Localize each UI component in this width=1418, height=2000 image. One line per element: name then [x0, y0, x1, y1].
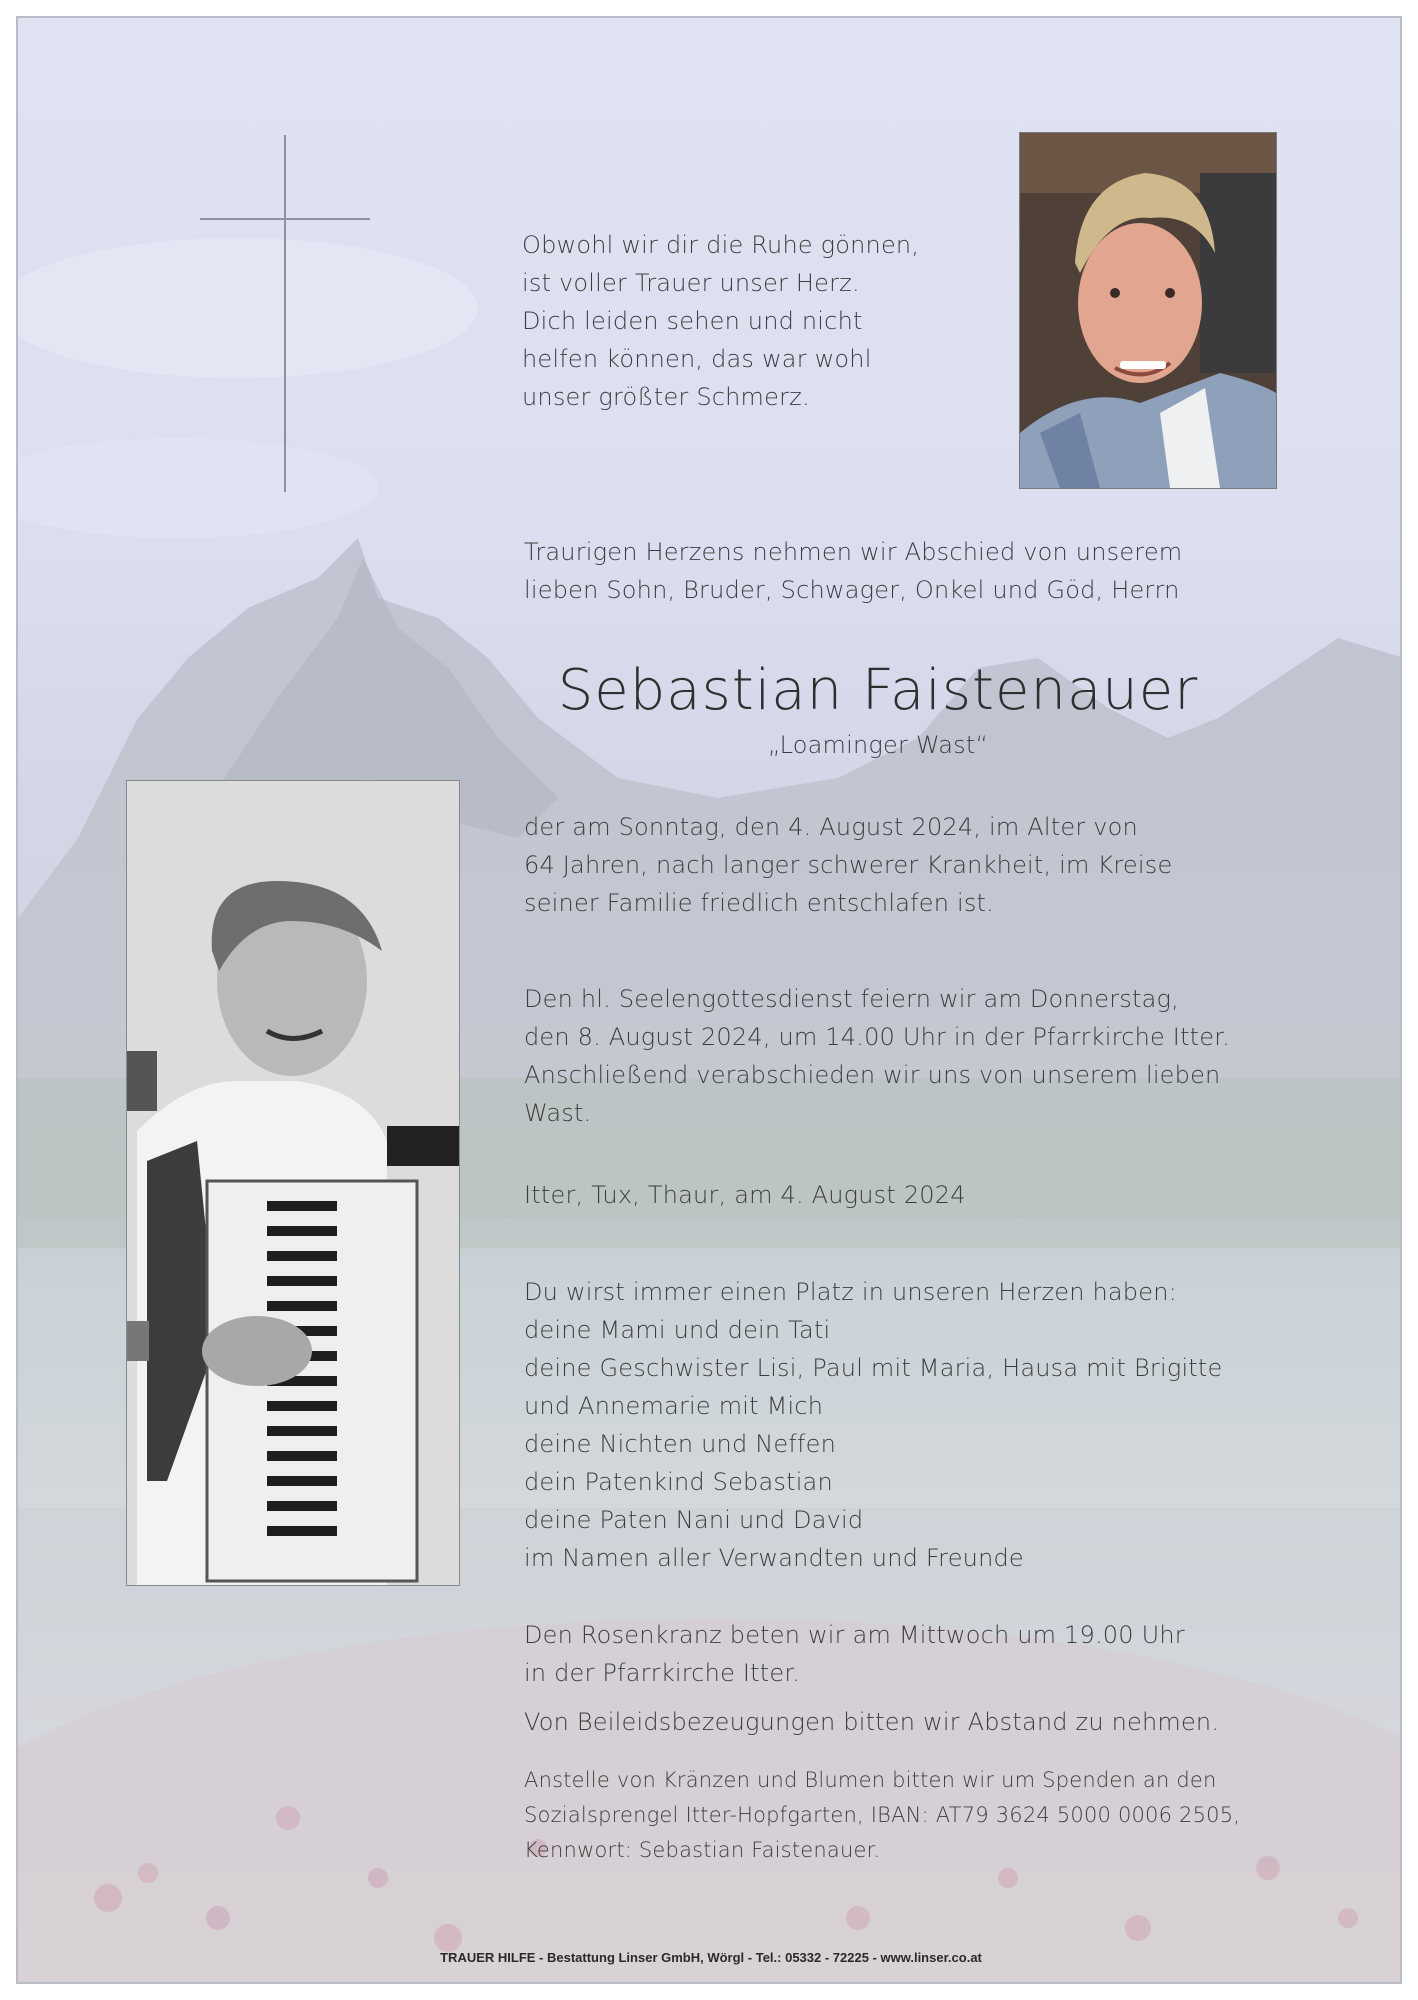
mass-line: den 8. August 2024, um 14.00 Uhr in der Pfarrkirche Itter.	[524, 1023, 1230, 1051]
portrait-photo	[1020, 133, 1276, 488]
poem-line: unser größter Schmerz.	[522, 383, 810, 411]
family-line: deine Nichten und Neffen	[524, 1430, 836, 1458]
poem	[522, 226, 942, 416]
poem-line: Obwohl wir dir die Ruhe gönnen,	[522, 231, 920, 259]
obituary-card	[16, 16, 1402, 1984]
death-line: der am Sonntag, den 4. August 2024, im Alter von	[524, 813, 1138, 841]
donation-line: Sozialsprengel Itter-Hopfgarten, IBAN: AT79 3624 5000 0006 2505,	[524, 1803, 1241, 1827]
family-line: und Annemarie mit Mich	[524, 1392, 824, 1420]
donation-line: Anstelle von Kränzen und Blumen bitten wir um Spenden an den	[524, 1768, 1217, 1792]
family-line: deine Paten Nani und David	[524, 1506, 864, 1534]
cross-icon	[284, 135, 286, 492]
family-line: dein Patenkind Sebastian	[524, 1468, 833, 1496]
cloud	[18, 238, 478, 378]
rosary-notice	[524, 1616, 1344, 1692]
death-notice	[524, 808, 1344, 922]
family-line: deine Mami und dein Tati	[524, 1316, 831, 1344]
deceased-name: Sebastian Faistenauer	[557, 658, 1199, 723]
rosary-line: in der Pfarrkirche Itter.	[524, 1659, 801, 1687]
cloud	[18, 438, 378, 538]
poem-line: helfen können, das war wohl	[522, 345, 872, 373]
intro-line: Traurigen Herzens nehmen wir Abschied von unserem	[524, 538, 1183, 566]
poem-line: ist voller Trauer unser Herz.	[522, 269, 860, 297]
mass-line: Wast.	[524, 1099, 592, 1127]
deceased-nickname: „Loaminger Wast“	[767, 731, 989, 759]
donation-line: Kennwort: Sebastian Faistenauer.	[524, 1838, 881, 1862]
family-line: im Namen aller Verwandten und Freunde	[524, 1544, 1024, 1572]
cross-icon-bar	[200, 218, 370, 220]
intro-text	[524, 533, 1324, 609]
mass-line: Den hl. Seelengottesdienst feiern wir am Donnerstag,	[524, 985, 1179, 1013]
poem-line: Dich leiden sehen und nicht	[522, 307, 863, 335]
donation-notice	[524, 1763, 1344, 1868]
mass-line: Anschließend verabschieden wir uns von unserem lieben	[524, 1061, 1221, 1089]
family-line: deine Geschwister Lisi, Paul mit Maria, Hausa mit Brigitte	[524, 1354, 1223, 1382]
death-line: 64 Jahren, nach langer schwerer Krankheit, im Kreise	[524, 851, 1173, 879]
death-line: seiner Familie friedlich entschlafen ist.	[524, 889, 994, 917]
family-list	[524, 1273, 1344, 1577]
place-date: Itter, Tux, Thaur, am 4. August 2024	[524, 1181, 966, 1209]
intro-line: lieben Sohn, Bruder, Schwager, Onkel und Göd, Herrn	[524, 576, 1180, 604]
rosary-line: Den Rosenkranz beten wir am Mittwoch um 19.00 Uhr	[524, 1621, 1185, 1649]
condolence-notice: Von Beileidsbezeugungen bitten wir Abstand zu nehmen.	[524, 1708, 1220, 1736]
funeral-mass-notice	[524, 980, 1344, 1132]
funeral-home-footer: TRAUER HILFE - Bestattung Linser GmbH, Wörgl - Tel.: 05332 - 72225 - www.linser.co.at	[440, 1950, 982, 1965]
family-line: Du wirst immer einen Platz in unseren Herzen haben:	[524, 1278, 1177, 1306]
accordion-player-photo	[127, 781, 459, 1585]
